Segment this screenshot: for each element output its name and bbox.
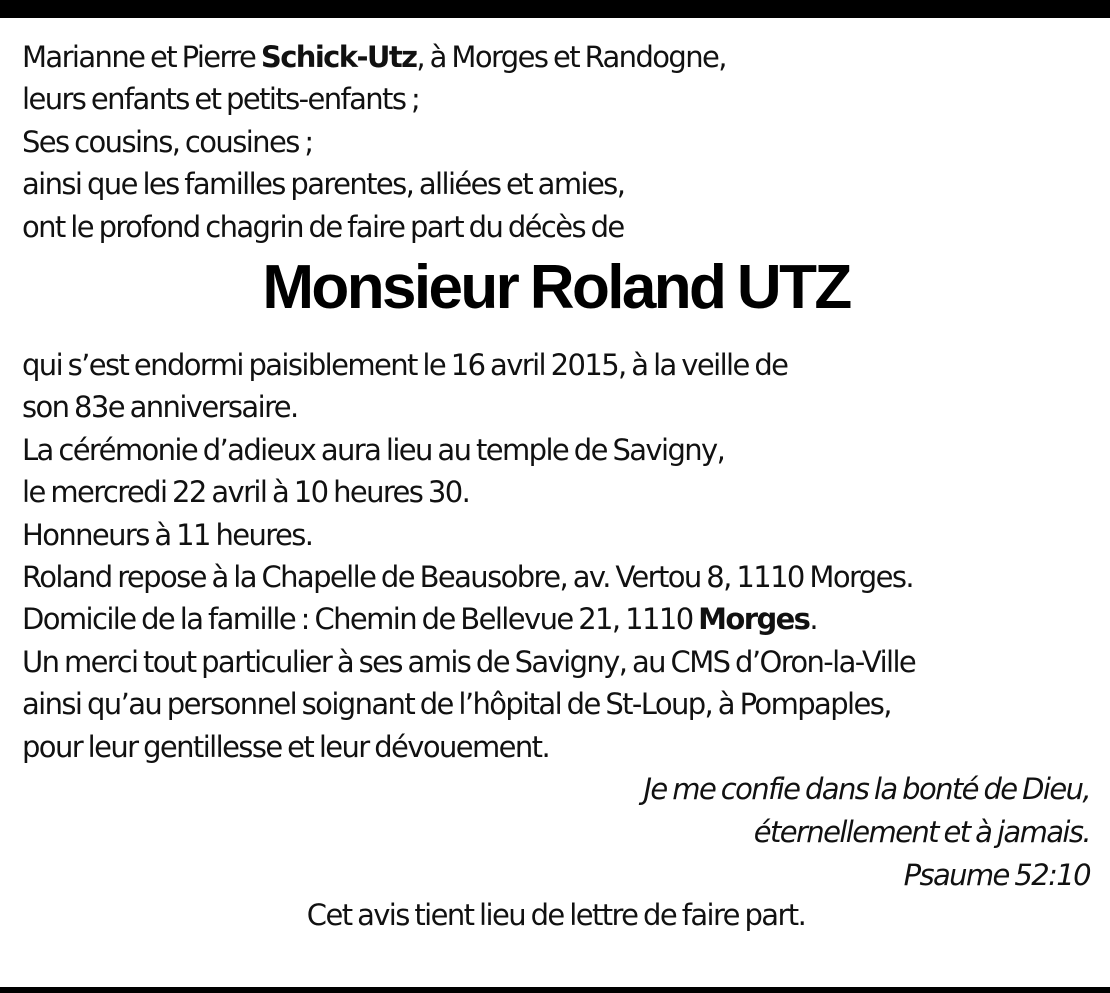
details-line-2: son 83e anniversaire. — [22, 390, 298, 425]
details-line-3: La cérémonie d’adieux aura lieu au temple de Savigny, — [22, 432, 725, 467]
announcers-line-5: ont le profond chagrin de faire part du décès de — [22, 209, 624, 244]
announcers-line-2: leurs enfants et petits-enfants ; — [22, 82, 420, 117]
deceased-name: Monsieur Roland UTZ — [262, 253, 850, 322]
details-paragraph — [22, 344, 1090, 768]
details-line-9: ainsi qu’au personnel soignant de l’hôpital de St-Loup, à Pompaples, — [22, 687, 891, 722]
details-line-1: qui s’est endormi paisiblement le 16 avril 2015, à la veille de — [22, 348, 788, 382]
verse-line-1: Je me confie dans la bonté de Dieu, — [643, 772, 1090, 806]
details-line-4: le mercredi 22 avril à 10 heures 30. — [22, 475, 470, 510]
details-line-10: pour leur gentillesse et leur dévouement. — [22, 729, 550, 764]
announcers-line-1: Marianne et Pierre Schick-Utz, à Morges et Randogne, — [22, 40, 726, 74]
family-surname: Schick-Utz — [260, 40, 417, 74]
footer-note: Cet avis tient lieu de lettre de faire part. — [306, 898, 806, 932]
top-border-rule — [0, 0, 1110, 18]
verse-line-2: éternellement et à jamais. — [753, 815, 1090, 849]
obituary-notice — [22, 36, 1090, 932]
verse-reference: Psaume 52:10 — [903, 858, 1090, 892]
domicile-town: Morges — [698, 602, 810, 637]
details-line-8: Un merci tout particulier à ses amis de Savigny, au CMS d’Oron-la-Ville — [22, 644, 916, 679]
announcers-line-4: ainsi que les familles parentes, alliées et amies, — [22, 167, 625, 202]
bible-verse — [22, 768, 1090, 898]
details-line-5: Honneurs à 11 heures. — [22, 517, 313, 552]
announcers-line-3: Ses cousins, cousines ; — [22, 124, 313, 159]
bottom-border-rule — [0, 987, 1110, 993]
details-line-7: Domicile de la famille : Chemin de Bellevue 21, 1110 Morges. — [22, 602, 817, 637]
announcers-paragraph — [22, 36, 1090, 248]
details-line-6: Roland repose à la Chapelle de Beausobre, av. Vertou 8, 1110 Morges. — [22, 560, 913, 595]
